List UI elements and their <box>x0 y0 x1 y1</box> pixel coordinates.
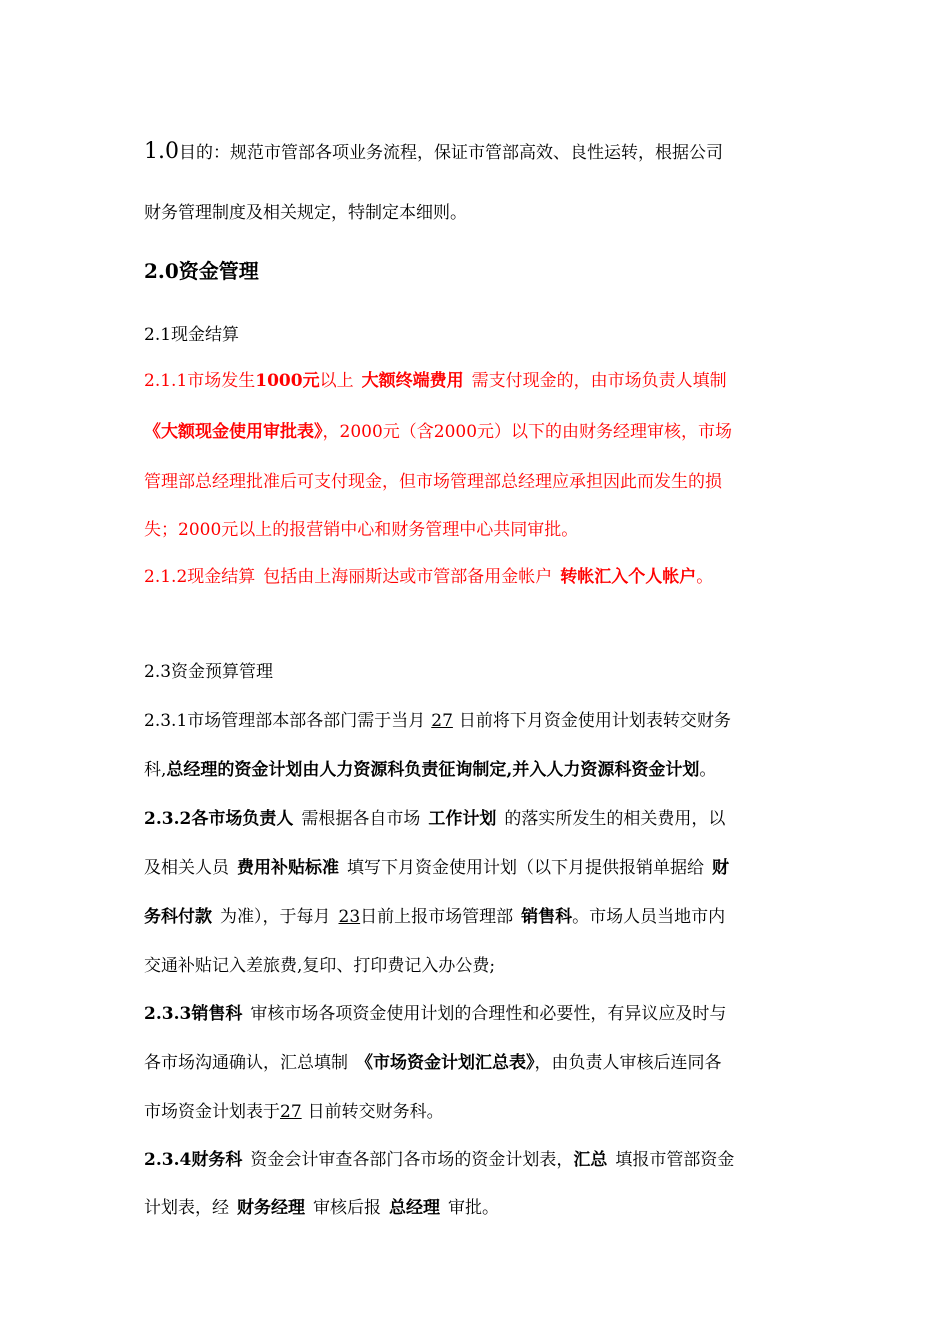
para-2-3-3-form-title: 《市场资金计划汇总表》 <box>356 1053 535 1073</box>
para-2-3-2-text-a: 各市场负责人 <box>191 809 294 829</box>
section-1-number: 1.0 <box>144 139 179 164</box>
para-2-3-1-number: 2.3.1 <box>144 711 188 731</box>
para-2-3-4-text-f: 财务经理 <box>237 1198 305 1218</box>
para-2-1-1-line-4 <box>144 518 578 542</box>
para-2-3-2-text-d: 的落实所发生的相关费用，以 <box>504 809 726 829</box>
para-2-3-2-text-l: 日前上报市场管理部 <box>360 907 514 927</box>
para-2-3-3-text-h: 日前转交财务科。 <box>307 1102 444 1122</box>
para-2-3-3-line-3 <box>144 1100 444 1124</box>
para-2-1-1-text-c: 以上 <box>319 371 354 391</box>
para-2-3-4-text-h: 总经理 <box>389 1198 440 1218</box>
para-2-1-1-text-b: 1000元 <box>255 371 320 391</box>
subsection-2-3-heading: 2.3资金预算管理 <box>144 662 274 682</box>
para-2-3-3-day: 27 <box>280 1102 302 1122</box>
para-2-3-4-text-b: 资金会计审查各部门各市场的资金计划表， <box>250 1150 574 1170</box>
para-2-3-4-text-c: 汇总 <box>573 1150 608 1170</box>
para-2-3-2-text-m: 销售科 <box>521 907 573 927</box>
para-2-3-3-text-f: 市场资金计划表于 <box>144 1102 280 1122</box>
para-2-3-3-text-a: 销售科 <box>191 1004 243 1024</box>
para-2-3-3-line-1 <box>144 1002 726 1026</box>
para-2-3-2-line-3 <box>144 905 725 929</box>
para-2-3-3-text-b: 审核市场各项资金使用计划的合理性和必要性，有异议应及时与 <box>250 1004 727 1024</box>
para-2-1-1-text-h: 管理部总经理批准后可支付现金，但市场管理部总经理应承担因此而发生的损 <box>144 472 722 492</box>
para-2-3-3-line-2 <box>144 1051 722 1075</box>
para-2-3-2-text-h: 财 <box>712 858 729 878</box>
para-2-1-2-number: 2.1.2 <box>144 567 188 587</box>
para-2-3-1-day: 27 <box>431 711 453 731</box>
para-2-3-2-line-1 <box>144 807 725 831</box>
para-2-3-2-number: 2.3.2 <box>144 809 192 829</box>
para-2-1-1-text-i: 失；2000元以上的报营销中心和财务管理中心共同审批。 <box>144 520 579 540</box>
section-1-line-2 <box>144 201 467 225</box>
para-2-3-2-text-b: 需根据各自市场 <box>301 809 421 829</box>
para-2-3-4-number: 2.3.4 <box>144 1150 192 1170</box>
para-2-1-1-text-a: 市场发生 <box>187 371 256 391</box>
para-2-1-1-number: 2.1.1 <box>144 371 188 391</box>
para-2-1-1-text-g: ，2000元（含2000元）以下的由财务经理审核，市场 <box>322 422 733 442</box>
para-2-3-4-text-d: 填报市管部资金 <box>615 1150 735 1170</box>
para-2-1-1-line-1 <box>144 369 727 393</box>
para-2-1-1-text-e: 需支付现金的，由市场负责人填制 <box>471 371 727 391</box>
para-2-3-1-text-d: 科, <box>144 760 167 780</box>
para-2-1-1-line-3 <box>144 470 722 494</box>
para-2-3-2-text-f: 费用补贴标准 <box>237 858 339 878</box>
para-2-1-2-text-c: 转帐汇入个人帐户 <box>560 567 697 587</box>
para-2-3-3-text-e: ，由负责人审核后连同各 <box>534 1053 722 1073</box>
para-2-3-2-line-4 <box>144 954 495 978</box>
para-2-3-2-text-e: 及相关人员 <box>144 858 229 878</box>
para-2-3-2-text-i: 务科付款 <box>144 907 212 927</box>
para-2-3-1-text-c: 日前将下月资金使用计划表转交财务 <box>458 711 731 731</box>
para-2-3-1-line-1 <box>144 709 731 733</box>
para-2-3-1-text-f: 。 <box>699 760 717 780</box>
para-2-1-2-text-a: 现金结算 <box>187 567 256 587</box>
para-2-1-1-form-title: 《大额现金使用审批表》 <box>144 422 323 442</box>
para-2-3-2-text-c: 工作计划 <box>428 809 497 829</box>
para-2-3-1-text-a: 市场管理部本部各部门需于当月 <box>187 711 426 731</box>
section-1-text-2: 财务管理制度及相关规定，特制定本细则。 <box>144 203 467 223</box>
para-2-1-2-text-b: 包括由上海丽斯达或市管部备用金帐户 <box>263 567 553 587</box>
para-2-3-2-text-g: 填写下月资金使用计划（以下月提供报销单据给 <box>347 858 704 878</box>
para-2-3-4-text-i: 审批。 <box>448 1198 499 1218</box>
para-2-3-4-line-2 <box>144 1196 499 1220</box>
para-2-3-3-text-c: 各市场沟通确认，汇总填制 <box>144 1053 348 1073</box>
para-2-3-2-text-j: 为准），于每月 <box>220 907 331 927</box>
para-2-3-4-text-g: 审核后报 <box>313 1198 381 1218</box>
para-2-3-4-line-1 <box>144 1148 734 1172</box>
para-2-3-2-text-n: 。市场人员当地市内 <box>572 907 726 927</box>
para-2-3-3-number: 2.3.3 <box>144 1004 192 1024</box>
para-2-1-1-text-d: 大额终端费用 <box>361 371 464 391</box>
para-2-1-2-line-1 <box>144 565 713 589</box>
para-2-1-1-line-2 <box>144 420 732 444</box>
para-2-3-4-text-e: 计划表，经 <box>144 1198 229 1218</box>
para-2-3-2-line-2 <box>144 856 729 880</box>
para-2-3-1-line-2 <box>144 758 716 782</box>
section-2-heading: 2.0资金管理 <box>144 259 259 283</box>
para-2-3-4-text-a: 财务科 <box>191 1150 243 1170</box>
section-1-line-1 <box>144 140 723 165</box>
para-2-1-2-text-d: 。 <box>696 567 714 587</box>
para-2-3-2-day: 23 <box>338 907 361 927</box>
para-2-3-1-text-e: 总经理的资金计划由人力资源科负责征询制定,并入人力资源科资金计划 <box>166 760 700 780</box>
subsection-2-1-heading: 2.1现金结算 <box>144 325 240 345</box>
section-1-text-1: 目的：规范市管部各项业务流程，保证市管部高效、良性运转，根据公司 <box>179 143 723 163</box>
para-2-3-2-text-o: 交通补贴记入差旅费,复印、打印费记入办公费; <box>144 956 496 976</box>
